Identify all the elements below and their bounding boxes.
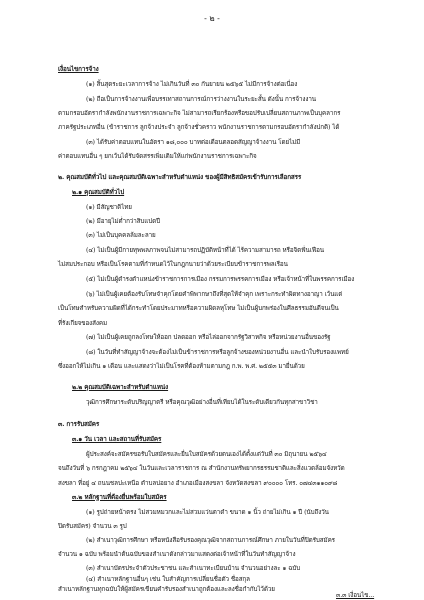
paragraph-line: วุฒิการศึกษาระดับปริญญาตรี หรือคุณวุฒิอย่างอื่นที่เทียบได้ในระดับเดียวกันทุกสาขาวิชา xyxy=(86,399,318,406)
subsection-heading-2-2: ๒.๒ คุณสมบัติเฉพาะสำหรับตำแหน่ง xyxy=(72,384,169,391)
list-item: (๕) ไม่เป็นผู้ดำรงตำแหน่งข้าราชการการเมือง กรรมการพรรคการเมือง หรือเจ้าหน้าที่ในพรรคการเมือง xyxy=(86,276,355,283)
paragraph-line: จำนวน ๑ ฉบับ พร้อมนำต้นฉบับของสำเนาดังกล่าวมาแสดงต่อเจ้าหน้าที่ในวันทำสัญญาจ้าง xyxy=(58,551,296,558)
section-heading-2: ๒. คุณสมบัติทั่วไป และคุณสมบัติเฉพาะสำหรับตำแหน่ง ของผู้มีสิทธิสมัครเข้ารับการเลือกสรร xyxy=(58,174,302,181)
paragraph-line: จนถึงวันที่ ๖ กรกฎาคม ๒๕๖๔ ในวันและเวลาราชการ ณ สำนักงานทรัพยากรธรรมชาติและสิ่งแวดล้อมจังหวัด xyxy=(58,465,345,472)
subsection-heading-3-2: ๓.๒ หลักฐานที่ต้องยื่นพร้อมใบสมัคร xyxy=(72,494,167,501)
paragraph-line: ค่าตอบแทนอื่น ๆ ยกเว้นได้รับจัดสรรเพิ่มเติมให้แก่พนักงานราชการเฉพาะกิจ xyxy=(58,153,257,160)
paragraph-line: เป็นโทษสำหรับความผิดที่ได้กระทำโดยประมาทหรือความผิดลหุโทษ ไม่เป็นผู้บกพร่องในศีลธรรมอันดีจนเป็น xyxy=(58,305,339,312)
list-item: (๖) ไม่เป็นผู้เคยต้องรับโทษจำคุกโดยคำพิพากษาถึงที่สุดให้จำคุก เพราะกระทำผิดทางอาญา เว้นแต่ xyxy=(86,291,343,298)
list-item: (๔) สำเนาหลักฐานอื่นๆ เช่น ใบสำคัญการเปลี่ยนชื่อตัว ชื่อสกุล xyxy=(86,576,250,583)
list-item: (๑) รูปถ่ายหน้าตรง ไม่สวมหมวกและไม่สวมแว่นตาดำ ขนาด ๑ นิ้ว ถ่ายไม่เกิน ๑ ปี (นับถึงวัน xyxy=(86,509,329,516)
paragraph-line: ซึ่งออกให้ไม่เกิน ๑ เดือน และแสดงว่าไม่เป็นโรคที่ต้องห้ามตามกฎ ก.พ. พ.ศ. ๒๕๕๓ มายื่นด้วย xyxy=(58,363,305,370)
list-item: (๔) ไม่เป็นผู้มีกายทุพพลภาพจนไม่สามารถปฏิบัติหน้าที่ได้ ไร้ความสามารถ หรือจิตฟั่นเฟือน xyxy=(86,247,324,254)
heading-employment-conditions: เงื่อนไขการจ้าง xyxy=(58,66,99,73)
paragraph-line: (๑) สิ้นสุดระยะเวลาการจ้าง ไม่เกินวันที่ ๓๐ กันยายน ๒๕๖๕ ไม่มีการจ้างต่อเนื่อง xyxy=(86,81,298,88)
continuation-note: ๓.๓ เงื่อนไข... xyxy=(336,592,375,599)
paragraph-line: ไม่สมประกอบ หรือเป็นโรคตามที่กำหนดไว้ในกฎกนายว่าด้วยระเบียบข้าราชการพลเรือน xyxy=(58,261,288,268)
paragraph-line: (๓) ได้รับค่าตอบแทนในอัตรา ๑๘,๐๐๐ บาทต่อเดือนตลอดสัญญาจ้างงาน โดยไม่มี xyxy=(86,139,301,146)
section-heading-3: ๓. การรับสมัคร xyxy=(58,421,100,428)
list-item: (๗) ไม่เป็นผู้เคยถูกลงโทษให้ออก ปลดออก หรือไล่ออกจากรัฐวิสาหกิจ หรือหน่วยงานอื่นของรัฐ xyxy=(86,334,331,341)
paragraph-line: สำเนาหลักฐานทุกฉบับให้ผู้สมัครเขียนคำรับรองสำเนาถูกต้องและลงชื่อกำกับไว้ด้วย xyxy=(58,586,275,593)
paragraph-line: สงขลา ที่อยู่ ๔ ถนนชลปะเหนือ ตำบลบ่อยาง อำเภอเมืองสงขลา จังหวัดสงขลา ๙๐๐๐๐ โทร. ๐๗๔๓๑๑๐๙๘ xyxy=(58,480,338,487)
subsection-heading-2-1: ๒.๑ คุณสมบัติทั่วไป xyxy=(72,189,125,196)
list-item: (๓) สำเนาบัตรประจำตัวประชาชน และสำเนาทะเบียนบ้าน จำนวนอย่างละ ๑ ฉบับ xyxy=(86,565,301,572)
list-item: (๓) ไม่เป็นบุคคลล้มละลาย xyxy=(86,232,156,239)
paragraph-line: ปิดรับสมัคร) จำนวน ๓ รูป xyxy=(58,523,127,530)
list-item: (๒) สำเนาวุฒิการศึกษา หรือหนังสือรับรองคุณวุฒิจากสถานการณ์ศึกษา ภายในวันที่ปิดรับสมัคร xyxy=(86,537,335,544)
paragraph-line: ภาครัฐประเภทอื่น (ข้าราชการ ลูกจ้างประจำ ลูกจ้างชั่วคราว พนักงานราชการตามกรอบอัตรากำลังปกติ) ได้ xyxy=(58,124,340,131)
page-number: - ๒ - xyxy=(204,14,220,23)
paragraph-line: (๒) ถือเป็นการจ้างงานเพื่อบรรเทาสถานการณ์การว่างงานในระยะสั้น ดังนั้น การจ้างงาน xyxy=(86,96,316,103)
paragraph-line: ผู้ประสงค์จะสมัครขอรับใบสมัครและยื่นใบสมัครด้วยตนเองได้ตั้งแต่วันที่ ๓๐ มิถุนายน ๒๕๖๔ xyxy=(86,451,327,458)
list-item: (๒) มีอายุไม่ต่ำกว่าสิบแปดปี xyxy=(86,218,161,225)
subsection-heading-3-1: ๓.๑ วัน เวลา และสถานที่รับสมัคร xyxy=(72,436,162,443)
list-item: (๑) มีสัญชาติไทย xyxy=(86,204,132,211)
paragraph-line: ที่รังเกียจของสังคม xyxy=(58,320,107,327)
paragraph-line: ตามกรอบอัตรากำลังพนักงานราชการเฉพาะกิจ ไม่สามารถเรียกร้องหรือขอปรับเปลี่ยนสถานภาพเป็นบุคลากร xyxy=(58,110,341,117)
list-item: (๘) ในวันที่ทำสัญญาจ้างจะต้องไม่เป็นข้าราชการหรือลูกจ้างของหน่วยงานอื่น และนำใบรับรองแพทย์ xyxy=(86,349,349,356)
